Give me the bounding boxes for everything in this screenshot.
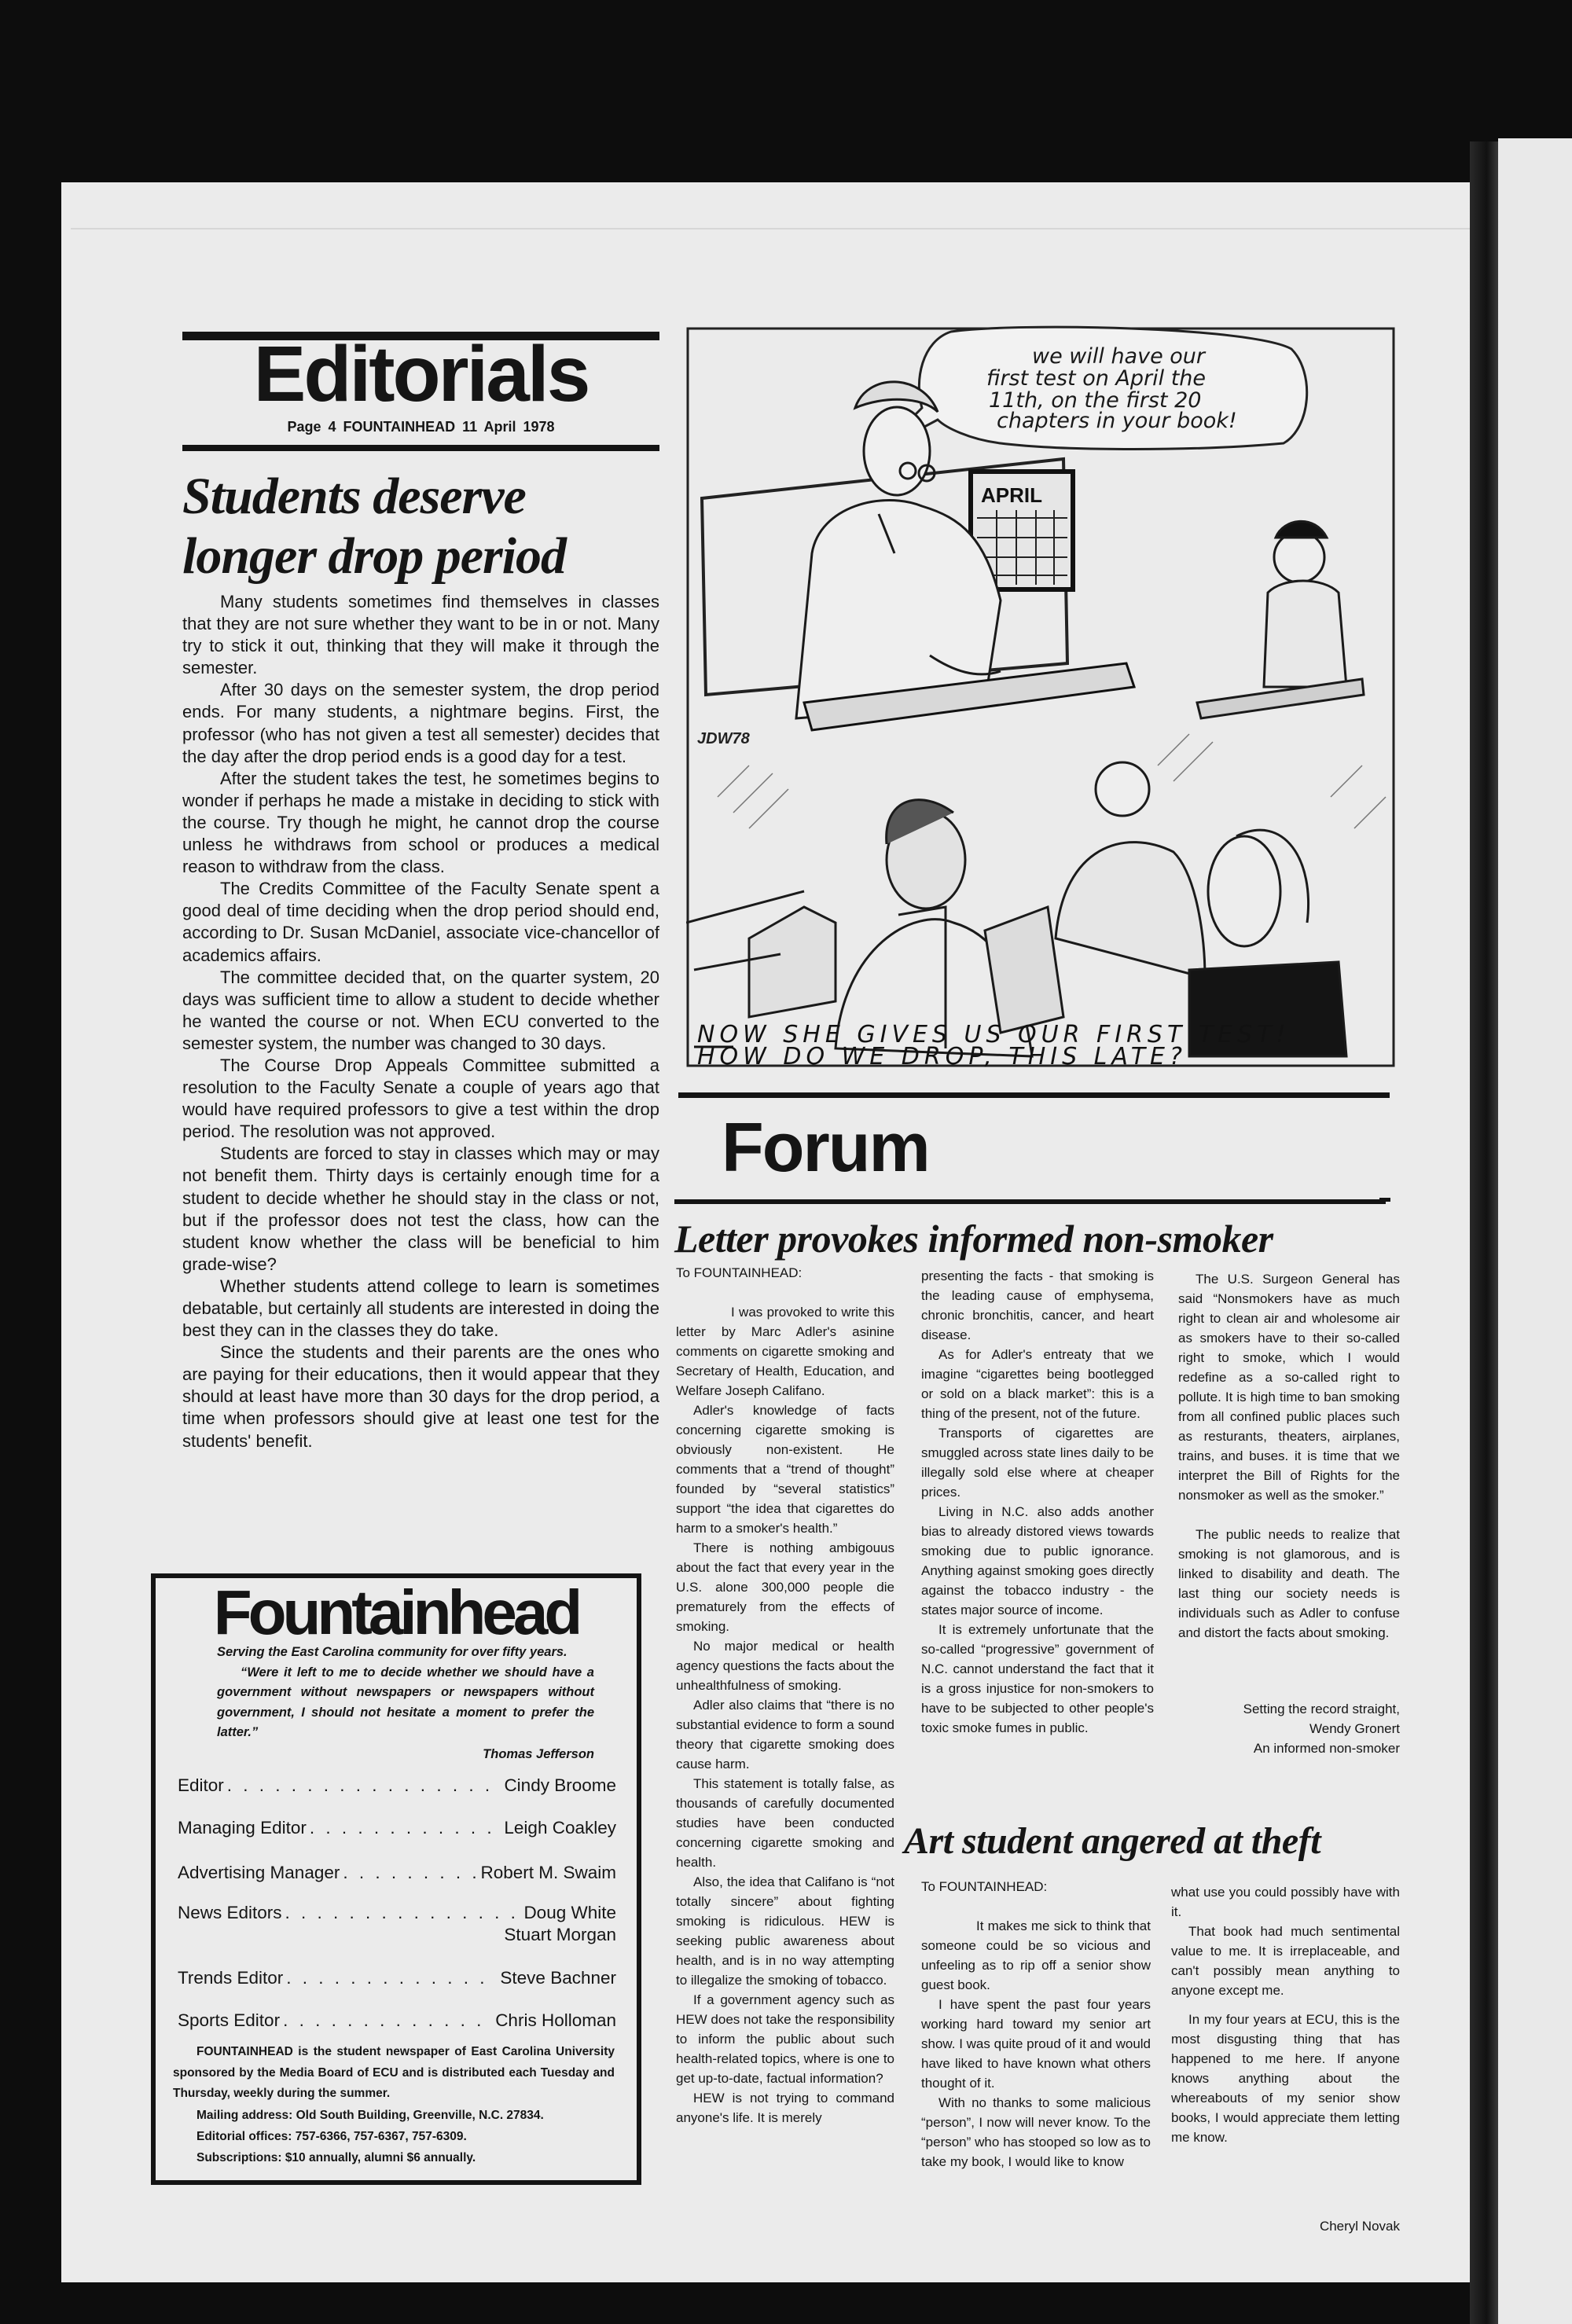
letter-paragraph: In my four years at ECU, this is the most disgusting thing that has happened to me here. If anyone knows anything about the whereabouts of my senior show books, I would appreciate them letting me know. (1171, 2012, 1400, 2145)
letter-paragraph: No major medical or health agency questions the facts about the unhealthfulness of smoking. (676, 1639, 894, 1693)
staff-name: Steve Bachner (500, 1968, 616, 1988)
letter-paragraph: That book had much sentimental value to me. It is irreplaceable, and can't possibly mean anything to anyone except me. (1171, 1924, 1400, 1998)
letter-paragraph: I have spent the past four years working hard toward my senior art show. I was quite proud of it and would have liked to have known what others thought of it. (921, 1997, 1151, 2091)
dot-leader (227, 1775, 501, 1797)
staff-row-managing-editor (178, 1817, 616, 1839)
page-gutter-shadow (1470, 141, 1498, 2324)
subscription-rates: Subscriptions: $10 annually, alumni $6 annually. (196, 2150, 476, 2164)
staff-role: Trends Editor (178, 1968, 284, 1988)
staff-role: Managing Editor (178, 1818, 307, 1838)
letter1-closing: Setting the record straight, (1243, 1702, 1400, 1716)
letter1-column2 (921, 1266, 1154, 1738)
letter2-column2 (1171, 1882, 1400, 2147)
letter1-signer-title: An informed non-smoker (1253, 1741, 1400, 1756)
staff-name: Leigh Coakley (504, 1818, 616, 1838)
editorial-paragraph: The Credits Committee of the Faculty Senate spent a good deal of time deciding when the drop period should end, according to Dr. Susan McDaniel, associate vice-chancellor of academics affairs. (182, 879, 659, 965)
staff-name: Doug White (523, 1903, 616, 1922)
letter-paragraph: With no thanks to some malicious “person”, I now will never know. To the “person” who has stooped so low as to take my book, I would like to know (921, 2095, 1151, 2169)
editorial-paragraph: Students are forced to stay in classes which may or may not benefit them. Thirty days is certainly enough time for a student to decide whether he should stay in the class or not, but if the professor does not test the class, how can the student know whether the class will be beneficial to him grade-wise? (182, 1144, 659, 1274)
letter2-signer: Cheryl Novak (1319, 2219, 1400, 2234)
speech-line: chapters in your book! (997, 409, 1237, 433)
quote-author: Thomas Jefferson (483, 1746, 594, 1761)
floor-hatching (718, 734, 1386, 828)
section-title: Editorials (253, 330, 589, 418)
masthead-box (151, 1573, 641, 2185)
dot-leader (283, 2010, 492, 2032)
letter2-salutation: To FOUNTAINHEAD: (921, 1879, 1048, 1894)
editorial-paragraph: Whether students attend college to learn is sometimes debatable, but certainly all students are interested in doing the best they can in the classes they do take. (182, 1276, 659, 1341)
forum-rule-bottom (674, 1199, 1386, 1204)
staff-row-trends-editor (178, 1967, 616, 1989)
speech-line: we will have our (1032, 344, 1206, 369)
letter2-column1 (921, 1877, 1151, 2172)
letter-paragraph: Also, the idea that Califano is “not totally sincere” about fighting smoking is ridiculous. HEW is seeking public awareness about health, and is in no way attempting to illegalize the smoking of tobacco. (676, 1874, 894, 1988)
letter-paragraph: Living in N.C. also adds another bias to already distored views towards smoking due to public ignorance. Anything against smoking goes directly against the tobacco industry - the states major source of income. (921, 1504, 1154, 1617)
cartoon-caption-line2: HOW DO WE DROP, THIS LATE? (697, 1043, 1187, 1070)
staff-name-second: Stuart Morgan (504, 1925, 616, 1944)
letter-paragraph: It makes me sick to think that someone could be so vicious and unfeeling as to rip off a senior show guest book. (921, 1918, 1151, 1992)
letter-paragraph: what use you could possibly have with it. (1171, 1885, 1400, 1919)
letter-paragraph: HEW is not trying to command anyone's life. It is merely (676, 2091, 894, 2125)
masthead-title: Fountainhead (213, 1577, 579, 1647)
letter-paragraph: Adler's knowledge of facts concerning cigarette smoking is obviously non-existent. He comments that a “trend of thought” founded by “several statistics” support “the idea that cigarettes do harm to a smoker's health.” (676, 1403, 894, 1536)
editorial-cartoon (686, 325, 1397, 1070)
letter2-headline: Art student angered at theft (904, 1820, 1321, 1862)
dot-leader (286, 1967, 497, 1989)
letter-paragraph: This statement is totally false, as thousands of carefully documented studies have been conducted concerning cigarette smoking and health. (676, 1776, 894, 1870)
page-dateline: Page 4 FOUNTAINHEAD 11 April 1978 (287, 419, 555, 435)
editorial-paragraph: After 30 days on the semester system, the drop period ends. For many students, a nightmare begins. First, the professor (who has not given a test all semester) decides that the day after the drop period ends is a good day for a test. (182, 680, 659, 766)
header-rule-bottom (182, 445, 659, 451)
editorial-paragraph: Since the students and their parents are the ones who are paying for their educations, then it would appear that they should at least have more than 30 days for the drop period, a time when professors should give at least one test for the students' benefit. (182, 1342, 659, 1451)
staff-name: Robert M. Swaim (480, 1863, 616, 1882)
masthead-tagline: Serving the East Carolina community for over fifty years. (217, 1645, 567, 1659)
forum-title: Forum (722, 1108, 929, 1186)
letter1-salutation: To FOUNTAINHEAD: (676, 1265, 803, 1280)
letter-paragraph: The U.S. Surgeon General has said “Nonsmokers have as much right to clean air and wholesome air as smokers have to their so-called right to smoke, which I would redefine as a so-called right to pollute. It is high time to ban smoking from all confined public places such as resturants, theaters, airplanes, trains, and buses. it is time that we interpret the Bill of Rights for the nonsmoker as well as the smoker.” (1178, 1272, 1400, 1503)
mailing-address: Mailing address: Old South Building, Greenville, N.C. 27834. (196, 2108, 544, 2122)
letter-paragraph: Adler also claims that “there is no substantial evidence to form a sound theory that cigarette smoking does cause harm. (676, 1698, 894, 1771)
calendar-label: APRIL (981, 483, 1042, 507)
editorial-paragraph: The committee decided that, on the quarter system, 20 days was sufficient time to allow a student to decide whether he wanted the course or not. When ECU converted to the semester system, the number was changed to 30 days. (182, 967, 659, 1053)
staff-row-news-editors (178, 1902, 616, 1924)
editorial-paragraph: The Course Drop Appeals Committee submitted a resolution to the Faculty Senate a couple of years ago that would have required professors to give a test within the drop period. The resolution was not approved. (182, 1055, 659, 1142)
cartoon-caption-line1: NOW SHE GIVES US OUR FIRST TEST! (697, 1021, 1291, 1048)
editorial-headline-line2: longer drop period (182, 527, 567, 585)
letter-paragraph: It is extremely unfortunate that the so-called “progressive” government of N.C. cannot understand the fact that it is a gross injustice for non-smokers to have to be subjected to other people's toxic smoke fumes in public. (921, 1622, 1154, 1735)
jefferson-quote: “Were it left to me to decide whether we should have a government without newspapers or newspapers without government, I should not hesitate a moment to prefer the latter.” (217, 1665, 594, 1739)
dot-leader (310, 1817, 501, 1839)
staff-row-editor (178, 1775, 616, 1797)
forum-rule-top (678, 1092, 1390, 1098)
about-paper: FOUNTAINHEAD is the student newspaper of East Carolina University sponsored by the Media Board of ECU and is distributed each Tuesday and Thursday, weekly during the summer. (173, 2045, 615, 2100)
letter-paragraph: There is nothing ambigouus about the fact that every year in the U.S. alone 300,000 people die prematurely from the effects of smoking. (676, 1540, 894, 1634)
editorial-paragraph: After the student takes the test, he sometimes begins to wonder if perhaps he made a mistake in deciding to stick with the course. Try though he might, he cannot drop the course unless he withdraws from school or produces a medical reason to withdraw from the class. (182, 768, 659, 877)
publication-info (173, 2042, 615, 2168)
editorial-headline-line1: Students deserve (182, 468, 526, 525)
letter-paragraph: I was provoked to write this letter by Marc Adler's asinine comments on cigarette smoking and Secretary of Health, Education, and Welfare Joseph Califano. (676, 1305, 894, 1398)
speech-line: first test on April the (986, 366, 1207, 391)
dot-leader (285, 1902, 521, 1924)
adjacent-page-edge (1498, 138, 1572, 2324)
editorial-paragraph: Many students sometimes find themselves in classes that they are not sure whether they want to be in or not. Many try to stick it out, thinking that they will make it through the semester. (182, 592, 659, 678)
editorial-body (182, 591, 659, 1452)
letter-paragraph: As for Adler's entreaty that we imagine “cigarettes being bootlegged or sold on a black market”: this is a thing of the present, not of the future. (921, 1347, 1154, 1421)
letter1-headline: Letter provokes informed non-smoker (674, 1217, 1273, 1261)
letter-paragraph: presenting the facts - that smoking is the leading cause of emphysema, chronic bronchitis, cancer, and heart disease. (921, 1268, 1154, 1342)
letter1-column1 (676, 1263, 894, 2128)
staff-name: Chris Holloman (495, 2010, 616, 2030)
forum-rule-tail (1379, 1198, 1390, 1202)
letter-paragraph: Transports of cigarettes are smuggled across state lines daily to be illegally sold else where at cheaper prices. (921, 1426, 1154, 1500)
artist-signature: JDW78 (697, 730, 750, 747)
editorial-headline (182, 467, 566, 586)
staff-row-advertising-manager (178, 1862, 616, 1884)
letter-paragraph: If a government agency such as HEW does not take the responsibility to inform the public about such health-related topics, where is one to get up-to-date, factual information? (676, 1992, 894, 2086)
staff-row-sports-editor (178, 2010, 616, 2032)
editorial-offices-phone: Editorial offices: 757-6366, 757-6367, 757-6309. (196, 2129, 467, 2143)
letter1-signer: Wendy Gronert (1309, 1721, 1400, 1736)
staff-name: Cindy Broome (504, 1775, 616, 1795)
masthead-tagline-block (217, 1643, 594, 1764)
staff-role: News Editors (178, 1903, 282, 1922)
staff-role: Sports Editor (178, 2010, 281, 2030)
letter-paragraph: The public needs to realize that smoking is not glamorous, and is linked to disability and death. The last thing our society needs is individuals such as Adler to confuse and distort the facts about smoking. (1178, 1527, 1400, 1640)
dot-leader (343, 1862, 477, 1884)
page-edge (71, 228, 1470, 229)
staff-role: Editor (178, 1775, 224, 1795)
letter1-column3 (1178, 1269, 1400, 1758)
staff-role: Advertising Manager (178, 1863, 340, 1882)
speech-line: 11th, on the first 20 (989, 388, 1202, 413)
